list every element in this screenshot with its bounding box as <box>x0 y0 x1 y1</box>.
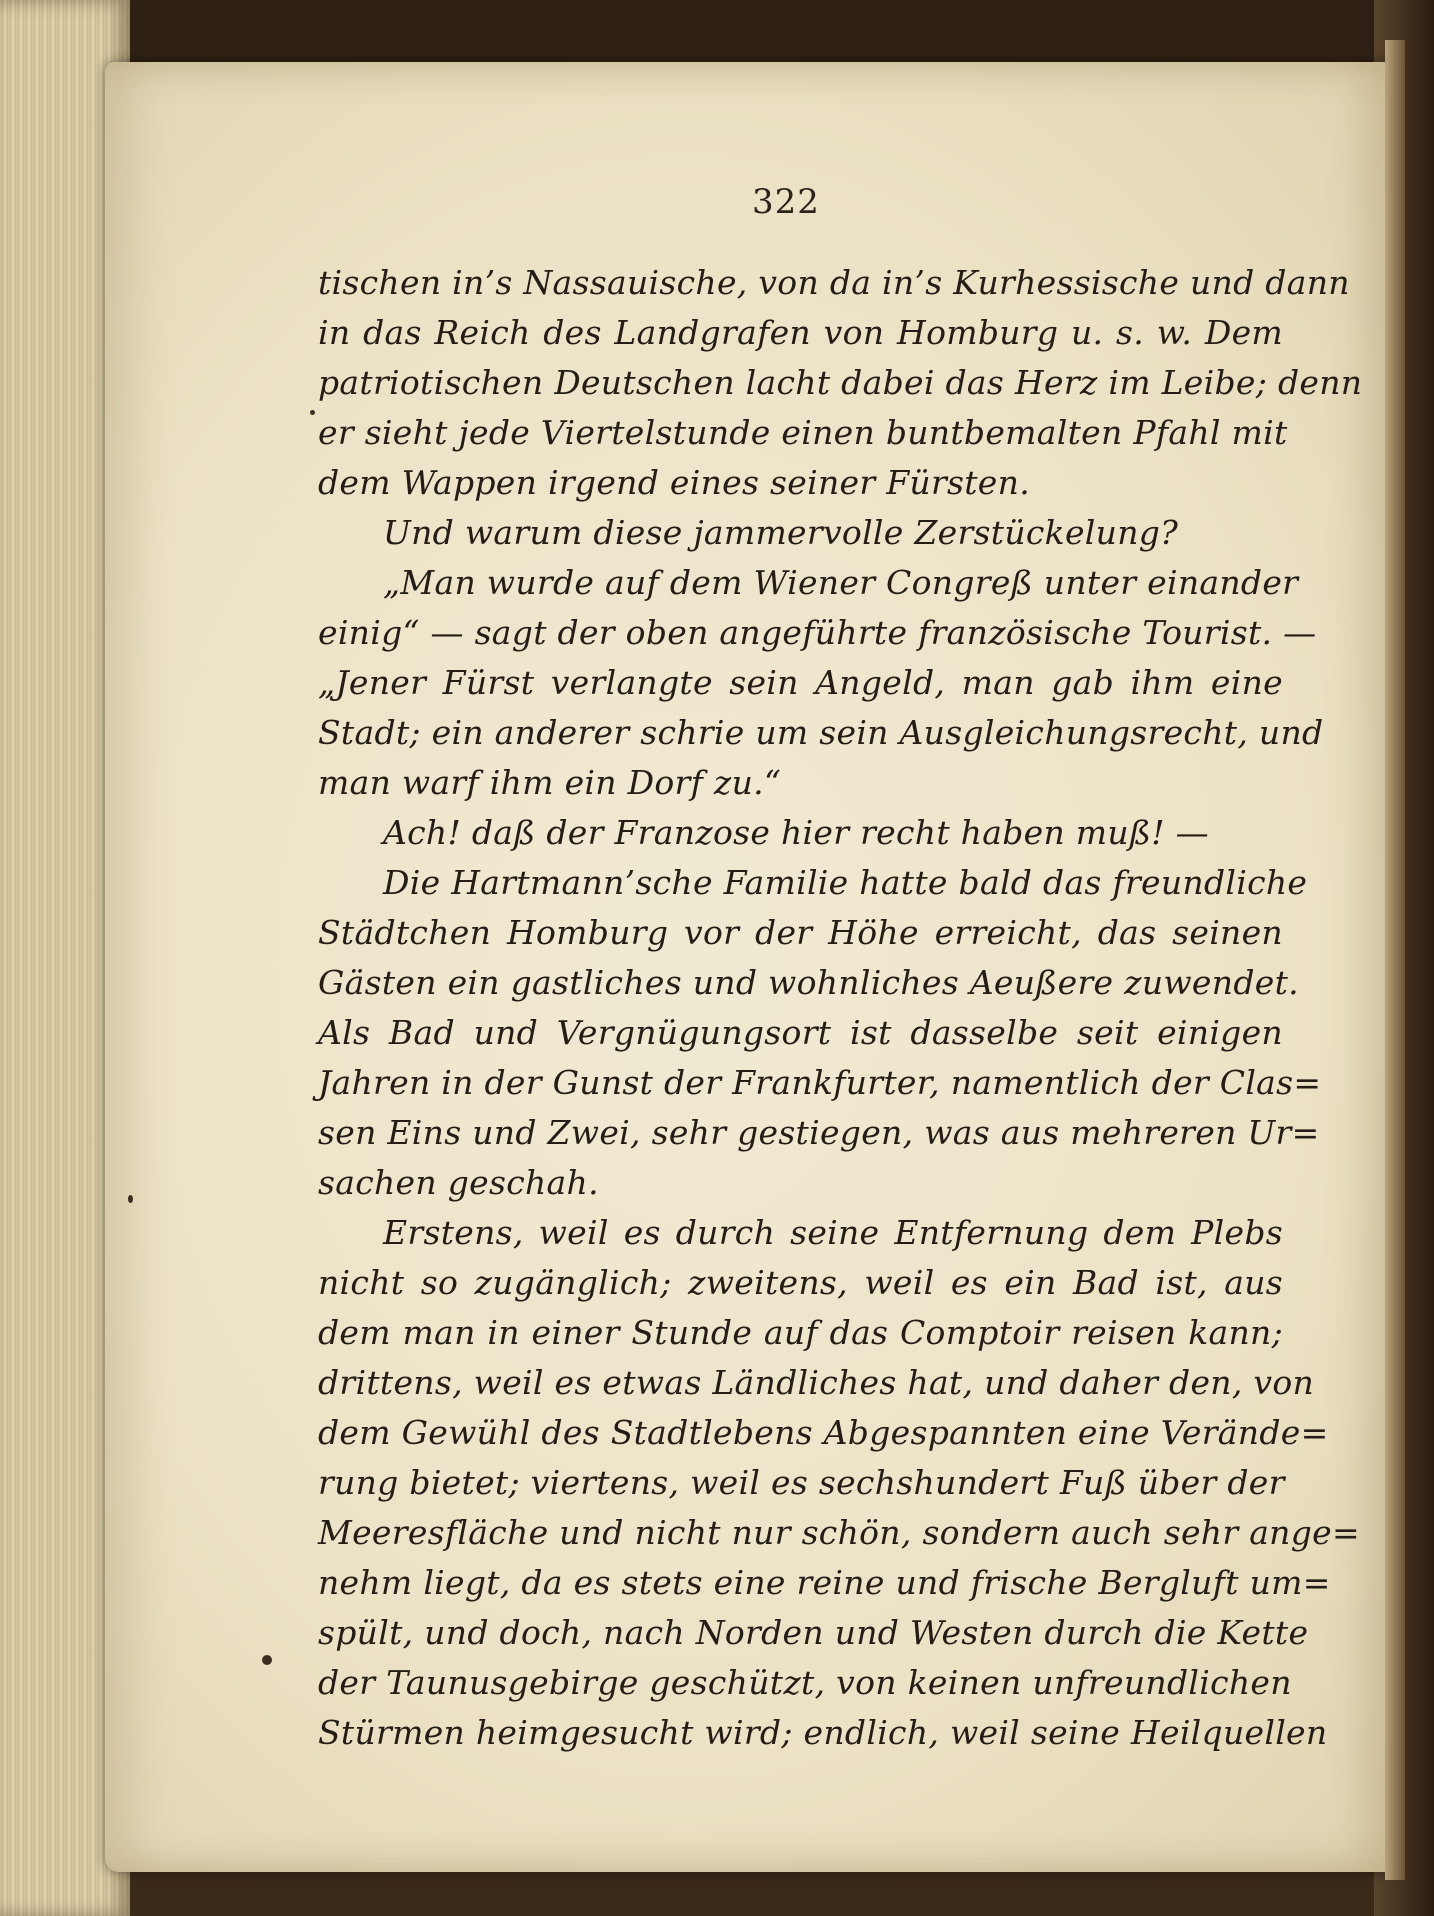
text-line: er sieht jede Viertelstunde einen buntbemalten Pfahl mit <box>318 413 1288 452</box>
text-line: Stadt; ein anderer schrie um sein Ausgleichungsrecht, und <box>318 713 1324 752</box>
text-line: Meeresfläche und nicht nur schön, sondern auch sehr ange= <box>318 1513 1360 1552</box>
text-line: dem man in einer Stunde auf das Comptoir reisen kann; <box>318 1313 1283 1352</box>
body-text <box>318 258 1363 1758</box>
text-line: Erstens, weil es durch seine Entfernung dem Plebs <box>383 1213 1283 1252</box>
ink-speck <box>262 1655 272 1665</box>
text-line: der Taunusgebirge geschützt, von keinen unfreundlichen <box>318 1663 1292 1702</box>
text-line: rung bietet; viertens, weil es sechshundert Fuß über der <box>318 1463 1285 1502</box>
text-line: nehm liegt, da es stets eine reine und frische Bergluft um= <box>318 1563 1331 1602</box>
page-binding-edge <box>1385 40 1405 1880</box>
ink-speck <box>310 410 315 415</box>
text-line: einig“ — sagt der oben angeführte französische Tourist. — <box>318 613 1317 652</box>
page-number: 322 <box>752 182 820 222</box>
text-line: dem Gewühl des Stadtlebens Abgespannten eine Verände= <box>318 1413 1329 1452</box>
text-line: Stürmen heimgesucht wird; endlich, weil seine Heilquellen <box>318 1713 1328 1752</box>
text-line: Ach! daß der Franzose hier recht haben muß! — <box>383 813 1209 852</box>
text-line: Die Hartmann’sche Familie hatte bald das freundliche <box>383 863 1308 902</box>
text-line: Jahren in der Gunst der Frankfurter, namentlich der Clas= <box>318 1063 1322 1102</box>
text-line: Als Bad und Vergnügungsort ist dasselbe seit einigen <box>318 1013 1283 1052</box>
text-line: „Jener Fürst verlangte sein Angeld, man gab ihm eine <box>318 663 1283 702</box>
text-line: in das Reich des Landgrafen von Homburg u. s. w. Dem <box>318 313 1283 352</box>
ink-speck <box>128 1195 133 1203</box>
text-line: sachen geschah. <box>318 1163 599 1202</box>
text-line: tischen in’s Nassauische, von da in’s Kurhessische und dann <box>318 263 1350 302</box>
text-line: man warf ihm ein Dorf zu.“ <box>318 763 782 802</box>
text-line: patriotischen Deutschen lacht dabei das Herz im Leibe; denn <box>318 363 1363 402</box>
text-line: dem Wappen irgend eines seiner Fürsten. <box>318 463 1030 502</box>
text-line: nicht so zugänglich; zweitens, weil es ein Bad ist, aus <box>318 1263 1283 1302</box>
text-line: Gästen ein gastliches und wohnliches Aeußere zuwendet. <box>318 963 1299 1002</box>
text-line: „Man wurde auf dem Wiener Congreß unter einander <box>383 563 1299 602</box>
text-line: sen Eins und Zwei, sehr gestiegen, was aus mehreren Ur= <box>318 1113 1320 1152</box>
text-line: Und warum diese jammervolle Zerstückelung? <box>383 513 1179 552</box>
text-line: drittens, weil es etwas Ländliches hat, und daher den, von <box>318 1363 1315 1402</box>
text-line: Städtchen Homburg vor der Höhe erreicht, das seinen <box>318 913 1283 952</box>
text-line: spült, und doch, nach Norden und Westen durch die Kette <box>318 1613 1309 1652</box>
